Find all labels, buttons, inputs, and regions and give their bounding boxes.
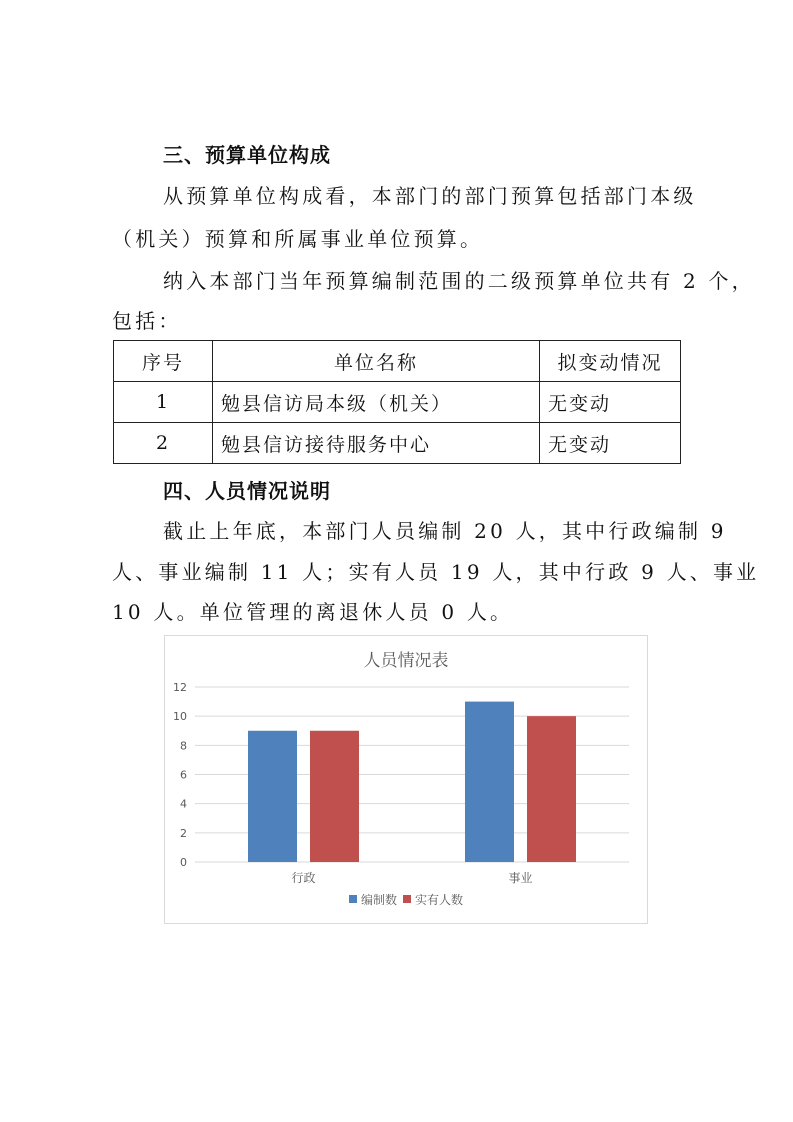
table-row	[114, 423, 681, 464]
row-change-status: 无变动	[540, 382, 681, 423]
row-unit-name: 勉县信访局本级（机关）	[213, 382, 540, 423]
table-row	[114, 382, 681, 423]
y-tick-label: 2	[180, 826, 187, 840]
legend-swatch	[349, 895, 357, 903]
legend-swatch	[403, 895, 411, 903]
section3-para1-line1: 从预算单位构成看，本部门的部门预算包括部门本级	[163, 184, 697, 208]
chart-title: 人员情况表	[363, 651, 449, 671]
y-tick-label: 4	[180, 797, 187, 811]
section3-para2-line1: 纳入本部门当年预算编制范围的二级预算单位共有 2 个，	[163, 269, 755, 293]
chart-canvas	[165, 636, 647, 923]
y-tick-label: 12	[173, 681, 187, 694]
section4-para-line2: 人、事业编制 11 人；实有人员 19 人，其中行政 9 人、事业	[112, 560, 760, 584]
section3-para2-line2: 包括：	[112, 309, 182, 333]
section3-para1-line2: （机关）预算和所属事业单位预算。	[112, 227, 484, 251]
bar-编制数-行政	[248, 731, 297, 862]
header-change-status: 拟变动情况	[540, 341, 681, 382]
section4-para-line1: 截止上年底，本部门人员编制 20 人，其中行政编制 9	[163, 519, 727, 543]
table-header-row	[114, 341, 681, 382]
y-tick-label: 0	[180, 856, 187, 869]
x-tick-label: 事业	[508, 871, 533, 885]
section4-heading: 四、人员情况说明	[163, 479, 331, 503]
bar-编制数-事业	[465, 702, 514, 862]
row-unit-name: 勉县信访接待服务中心	[213, 423, 540, 464]
bar-实有人数-行政	[310, 731, 359, 862]
y-tick-label: 10	[173, 710, 187, 724]
staffing-chart	[164, 635, 648, 924]
section4-para-line3: 10 人。单位管理的离退休人员 0 人。	[112, 600, 514, 624]
row-index: 2	[114, 423, 213, 464]
legend-label: 编制数	[361, 893, 398, 907]
row-index: 1	[114, 382, 213, 423]
row-change-status: 无变动	[540, 423, 681, 464]
legend-label: 实有人数	[415, 893, 464, 907]
budget-units-table	[113, 340, 681, 464]
header-unit-name: 单位名称	[213, 341, 540, 382]
y-tick-label: 8	[180, 739, 187, 753]
section3-heading: 三、预算单位构成	[163, 143, 331, 167]
header-index: 序号	[114, 341, 213, 382]
x-tick-label: 行政	[291, 871, 316, 885]
bar-实有人数-事业	[527, 716, 576, 862]
y-tick-label: 6	[180, 768, 187, 782]
